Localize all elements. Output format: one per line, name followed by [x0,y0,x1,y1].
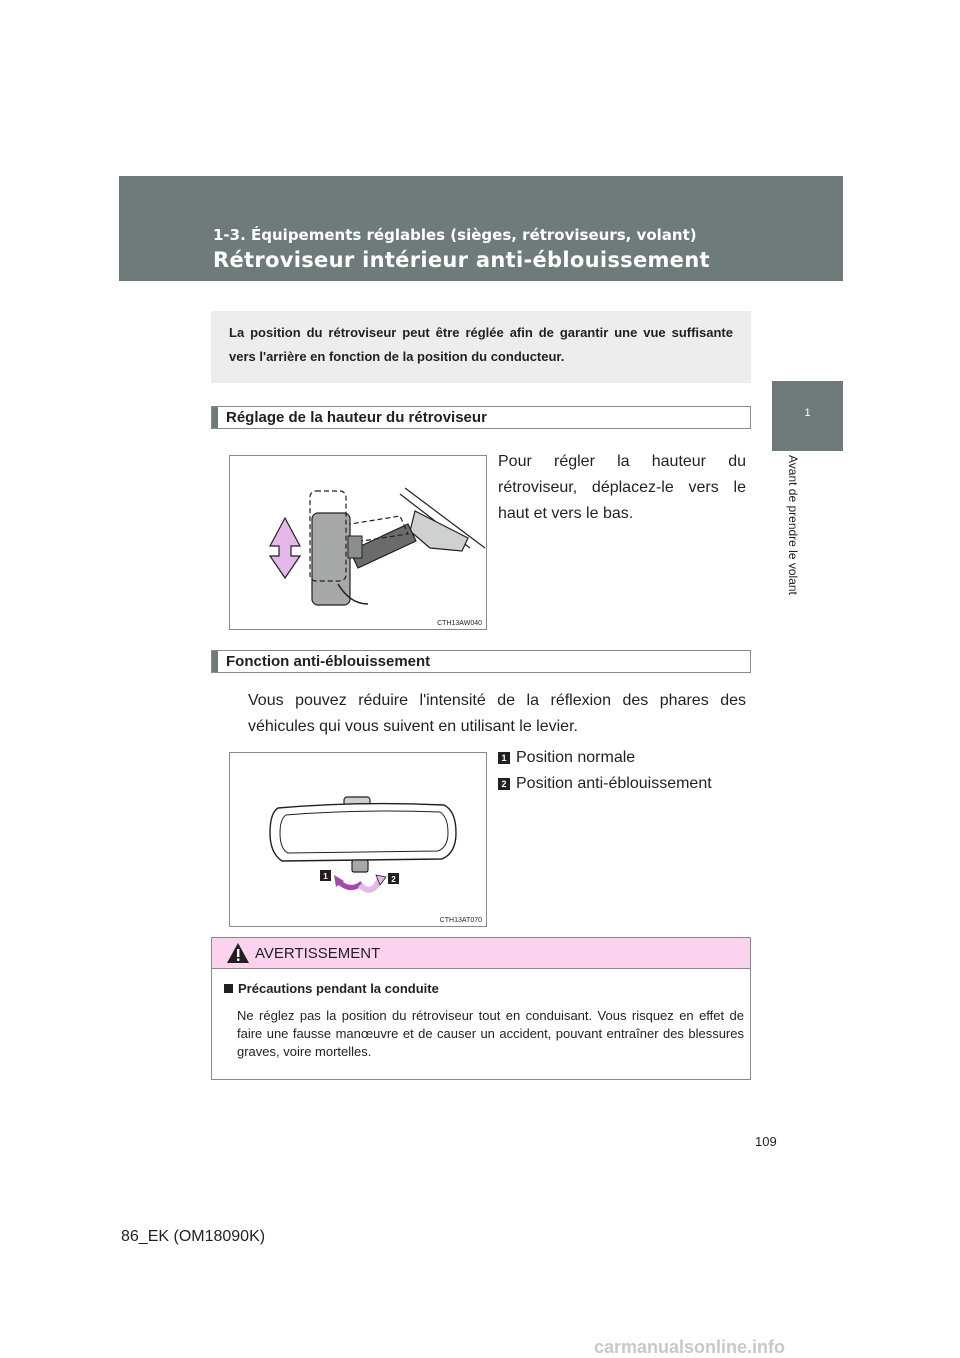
warning-header [212,938,750,969]
legend-item-normal [498,748,635,768]
heading-bar [212,407,218,428]
intro-box [211,311,751,383]
mirror-height-illustration [230,456,486,629]
chapter-number: 1 [804,407,811,419]
warning-box [211,937,751,1080]
page-title: Rétroviseur intérieur anti-éblouissement [213,248,710,272]
chapter-tab[interactable] [772,381,843,451]
figure-code: CTH13AW040 [437,620,482,627]
heading-bar [212,651,218,672]
legend-label: Position normale [516,749,636,766]
chapter-label: Avant de prendre le volant [786,455,800,595]
figure-mirror-lever [229,752,487,927]
document-code: 86_EK (OM18090K) [121,1228,266,1245]
figure-mirror-height [229,455,487,630]
square-bullet-icon [224,984,233,993]
section-label: 1-3. Équipements réglables (sièges, rétroviseurs, volant) [213,226,697,244]
section-heading-antiglare [211,650,751,673]
mirror-lever-illustration [230,753,486,926]
antiglare-description: Vous pouvez réduire l'intensité de la réflexion des phares des véhicules qui vous suivent en utilisant le levier. [248,692,746,735]
height-instructions: Pour régler la hauteur du rétroviseur, déplacez-le vers le haut et vers le bas. [498,453,746,522]
section-heading-height-text: Réglage de la hauteur du rétroviseur [226,409,487,426]
legend-label: Position anti-éblouissement [516,775,712,792]
section-heading-antiglare-text: Fonction anti-éblouissement [226,653,431,670]
svg-text:2: 2 [391,875,396,884]
number-badge: 2 [498,778,510,790]
svg-text:1: 1 [323,872,328,881]
warning-title: AVERTISSEMENT [255,945,381,962]
up-down-arrow-icon [270,518,300,578]
legend-item-antiglare [498,774,712,794]
intro-text: La position du rétroviseur peut être réglée afin de garantir une vue suffisante vers l'arrière en fonction de la position du conducteur. [229,325,733,364]
warning-subtitle: Précautions pendant la conduite [224,981,439,996]
watermark: carmanualsonline.info [594,1337,786,1357]
page-number: 109 [755,1134,777,1149]
warning-body: Ne réglez pas la position du rétroviseur tout en conduisant. Vous risquez en effet de faire une fausse manœuvre et de causer un accident, pouvant entraîner des blessures graves, voire mortelles. [237,1008,744,1059]
warning-triangle-icon [226,942,250,964]
number-badge: 1 [498,752,510,764]
section-heading-height [211,406,751,429]
figure-code: CTH13AT070 [439,917,482,924]
